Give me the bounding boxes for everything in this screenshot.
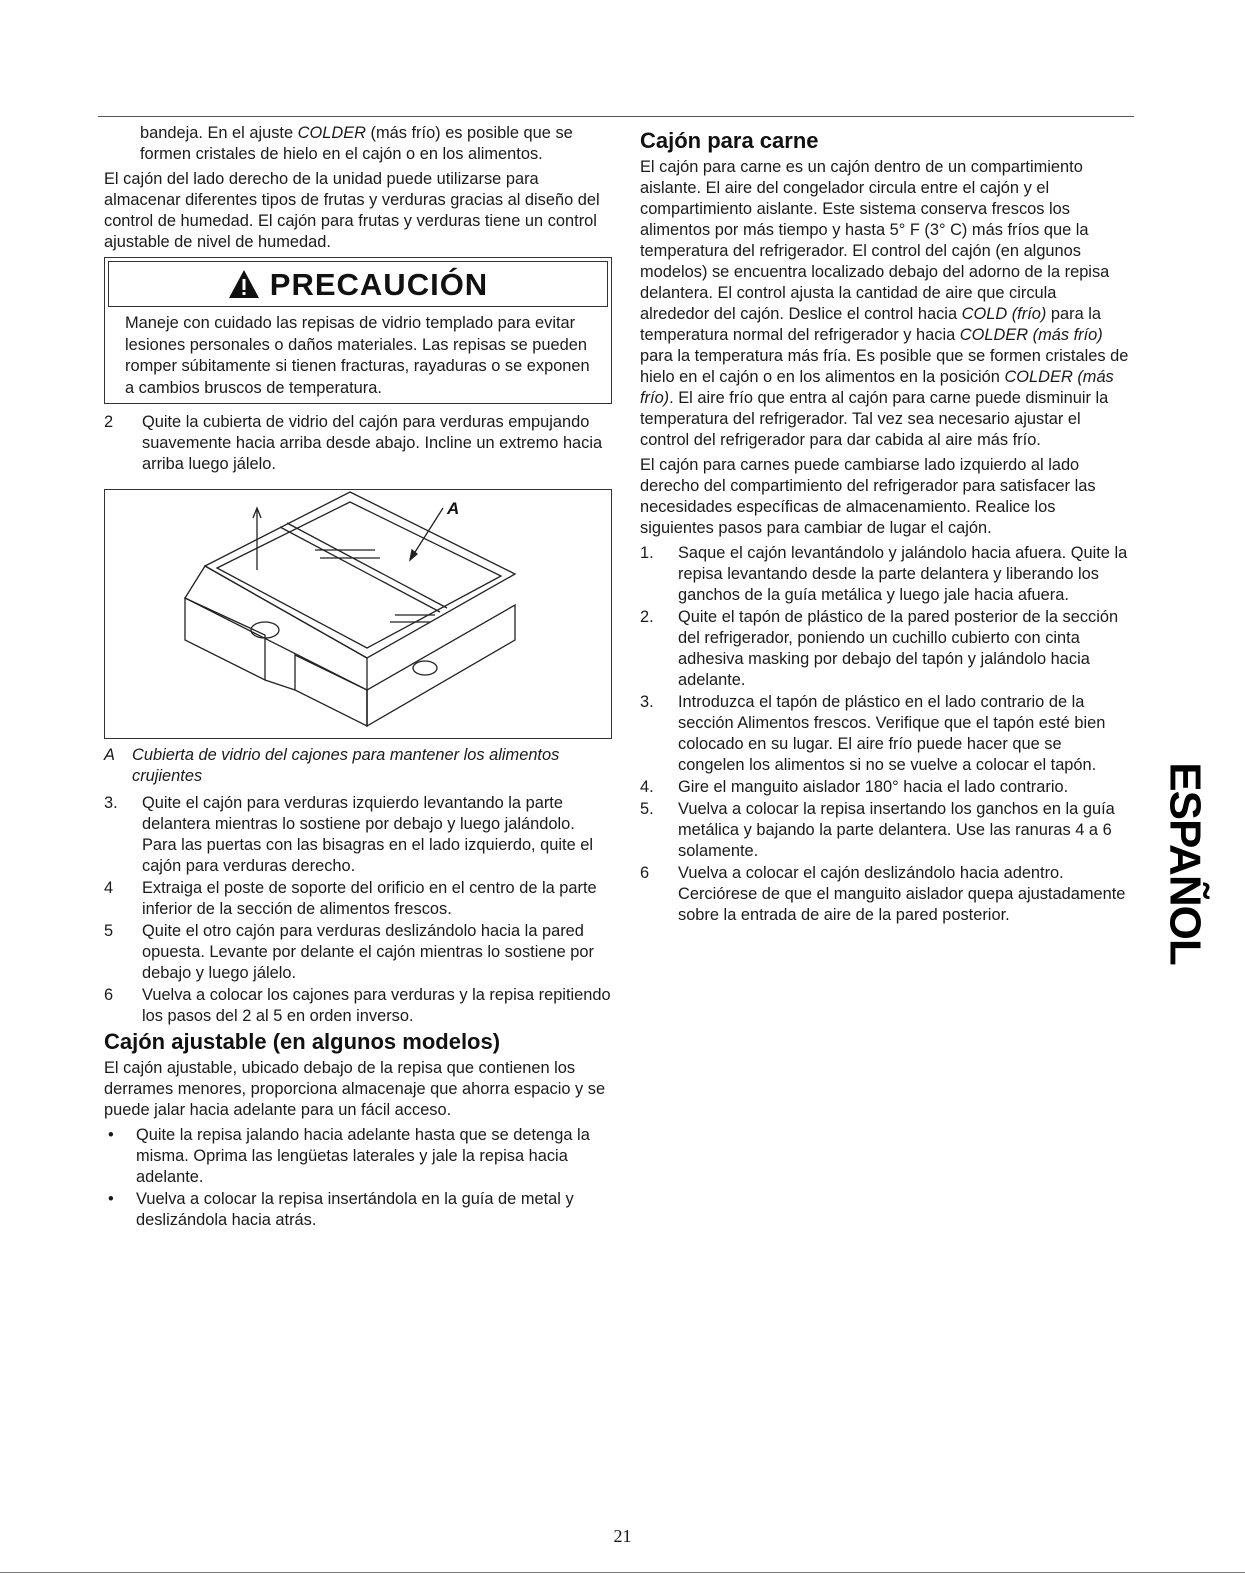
adjustable-bullet-list bbox=[104, 1125, 612, 1231]
step-text: Saque el cajón levantándolo y jalándolo hacia afuera. Quite la repisa levantando desde la parte delantera y liberando los ganchos de la guía metálica y luego jale hacia afuera. bbox=[678, 544, 1128, 604]
caption-label: A bbox=[104, 746, 115, 764]
step-number: 5 bbox=[104, 922, 114, 940]
step-list-left bbox=[104, 793, 612, 1027]
intro-text-b: (más frío) es posible que se formen cristales de hielo en el cajón o en los alimentos. bbox=[140, 124, 573, 163]
step-text: Introduzca el tapón de plástico en el lado contrario de la sección Alimentos frescos. Verifique que el tapón esté bien colocado en su lugar. El aire frío puede hacer que se congelen los alimentos si no se vuelve a colocar el tapón. bbox=[678, 693, 1106, 774]
step-number: 3. bbox=[640, 693, 654, 711]
step-item bbox=[104, 921, 612, 984]
bullet-marker: • bbox=[108, 1126, 114, 1144]
adjustable-drawer-text: El cajón ajustable, ubicado debajo de la repisa que contienen los derrames menores, proporciona almacenaje que ahorra espacio y se puede jalar hacia adelante para un fácil acceso. bbox=[104, 1059, 606, 1119]
step-text: Gire el manguito aislador 180° hacia el lado contrario. bbox=[678, 778, 1069, 796]
step-number: 3. bbox=[104, 794, 118, 812]
meat-text-italic-colder: COLDER (más frío) bbox=[959, 326, 1103, 344]
step-text: Extraiga el poste de soporte del orificio en el centro de la parte inferior de la sección de alimentos frescos. bbox=[142, 879, 597, 918]
step-text: Quite la cubierta de vidrio del cajón para verduras empujando suavemente hacia arriba desde abajo. Incline un extremo hacia arriba luego jálelo. bbox=[142, 413, 603, 473]
bullet-text: Quite la repisa jalando hacia adelante hasta que se detenga la misma. Oprima las lengüetas laterales y jale la repisa hacia adelante. bbox=[136, 1126, 590, 1186]
step-item bbox=[640, 543, 1130, 606]
caution-header bbox=[108, 261, 608, 307]
meat-drawer-heading: Cajón para carne bbox=[640, 128, 819, 153]
step-number: 2. bbox=[640, 608, 654, 626]
bullet-text: Vuelva a colocar la repisa insertándola en la guía de metal y deslizándola hacia atrás. bbox=[136, 1190, 574, 1229]
step-text: Vuelva a colocar la repisa insertando los ganchos en la guía metálica y bajando la parte delantera. Use las ranuras 4 a 6 solamente. bbox=[678, 800, 1115, 860]
page-number: 21 bbox=[613, 1526, 632, 1546]
intro-text-a: bandeja. En el ajuste bbox=[140, 124, 298, 142]
step-number: 2 bbox=[104, 413, 114, 431]
meat-text-italic-cold: COLD (frío) bbox=[961, 305, 1047, 323]
meat-drawer-move-text: El cajón para carnes puede cambiarse lado izquierdo al lado derecho del compartimiento del refrigerador para satisfacer las necesidades específicas de almacenamiento. Realice los siguientes pasos para cambiar de lugar el cajón. bbox=[640, 456, 1096, 537]
step-number: 6 bbox=[104, 986, 114, 1004]
step-text: Quite el cajón para verduras izquierdo levantando la parte delantera mientras lo sostiene por debajo y luego jalándolo. Para las puertas con las bisagras en el lado izquierdo, quite el cajón para verduras derecho. bbox=[142, 794, 594, 875]
step-text: Vuelva a colocar los cajones para verduras y la repisa repitiendo los pasos del 2 al 5 en orden inverso. bbox=[142, 986, 611, 1025]
meat-text-a: El cajón para carne es un cajón dentro de un compartimiento aislante. El aire del congelador circula entre el cajón y el compartimiento aislante. Este sistema conserva frescos los alimentos por más tiempo y hasta 5° F (3° C) más fríos que la temperatura del refrigerador. El control del cajón (en algunos modelos) se encuentra localizado debajo del adorno de la repisa delantera. El control ajusta la cantidad de aire que circula alrededor del cajón. Deslice el control hacia bbox=[640, 158, 1110, 323]
step-item bbox=[640, 799, 1130, 862]
caution-text: Maneje con cuidado las repisas de vidrio templado para evitar lesiones personales o daños materiales. Las repisas se pueden romper súbitamente si tienen fracturas, rayaduras o se exponen a cambios bruscos de temperatura. bbox=[125, 314, 590, 397]
step-item bbox=[104, 985, 612, 1027]
step-list-right bbox=[640, 543, 1130, 926]
step-text: Vuelva a colocar el cajón deslizándolo hacia adentro. Cerciórese de que el manguito aislador quepa ajustadamente sobre la entrada de aire de la pared posterior. bbox=[678, 864, 1126, 924]
adjustable-drawer-heading: Cajón ajustable (en algunos modelos) bbox=[104, 1029, 501, 1054]
bullet-item bbox=[104, 1189, 612, 1231]
crisper-drawers-illustration bbox=[105, 490, 611, 738]
bullet-item bbox=[104, 1125, 612, 1188]
step-number: 1. bbox=[640, 544, 654, 562]
figure-caption bbox=[104, 745, 612, 787]
intro-continuation bbox=[104, 123, 612, 165]
step-number: 4. bbox=[640, 778, 654, 796]
step-item bbox=[640, 777, 1130, 798]
step-text: Quite el otro cajón para verduras deslizándolo hacia la pared opuesta. Levante por delante el cajón mientras lo sostiene por debajo y luego jálelo. bbox=[142, 922, 594, 982]
step-number: 4 bbox=[104, 879, 114, 897]
meat-text-c: para la temperatura más fría. Es posible que se formen cristales de hielo en el cajón o en los alimentos en la posición bbox=[640, 347, 1129, 386]
step-item bbox=[104, 412, 612, 475]
caption-text: Cubierta de vidrio del cajones para mantener los alimentos crujientes bbox=[132, 746, 560, 785]
warning-triangle-icon bbox=[228, 268, 260, 300]
meat-drawer-text bbox=[640, 157, 1130, 451]
step-number: 6 bbox=[640, 864, 650, 882]
step-item bbox=[640, 692, 1130, 776]
step-item bbox=[104, 878, 612, 920]
crisper-cover-figure bbox=[104, 489, 612, 739]
step-item bbox=[640, 863, 1130, 926]
bullet-marker: • bbox=[108, 1190, 114, 1208]
intro-text-italic: COLDER bbox=[297, 124, 366, 142]
right-column bbox=[640, 123, 1130, 927]
figure-callout-label: A bbox=[447, 499, 460, 518]
meat-text-italic-colder-2: COLDER (más frío) bbox=[640, 368, 1114, 407]
meat-text-d: . El aire frío que entra al cajón para carne puede disminuir la temperatura del refrigerador. Tal vez sea necesario ajustar el control del refrigerador para dar cabida al aire más frío. bbox=[640, 389, 1109, 449]
top-rule bbox=[98, 116, 1134, 117]
caution-title: PRECAUCIÓN bbox=[269, 266, 489, 302]
bottom-rule bbox=[0, 1572, 1245, 1573]
left-column bbox=[104, 123, 612, 1232]
language-side-tab bbox=[1160, 748, 1210, 978]
language-side-tab-label: ESPAÑOL bbox=[1160, 761, 1210, 965]
meat-text-b: para la temperatura normal del refrigerador y hacia bbox=[640, 305, 1101, 344]
step-text: Quite el tapón de plástico de la pared posterior de la sección del refrigerador, poniendo un cuchillo cubierto con cinta adhesiva masking por debajo del tapón y jalándolo hacia adelante. bbox=[678, 608, 1119, 689]
step-item bbox=[640, 607, 1130, 691]
step-number: 5. bbox=[640, 800, 654, 818]
step-item bbox=[104, 793, 612, 877]
paragraph-humidity: El cajón del lado derecho de la unidad puede utilizarse para almacenar diferentes tipos de frutas y verduras gracias al diseño del control de humedad. El cajón para frutas y verduras tiene un control ajustable de nivel de humedad. bbox=[104, 170, 600, 251]
caution-box bbox=[104, 257, 612, 404]
